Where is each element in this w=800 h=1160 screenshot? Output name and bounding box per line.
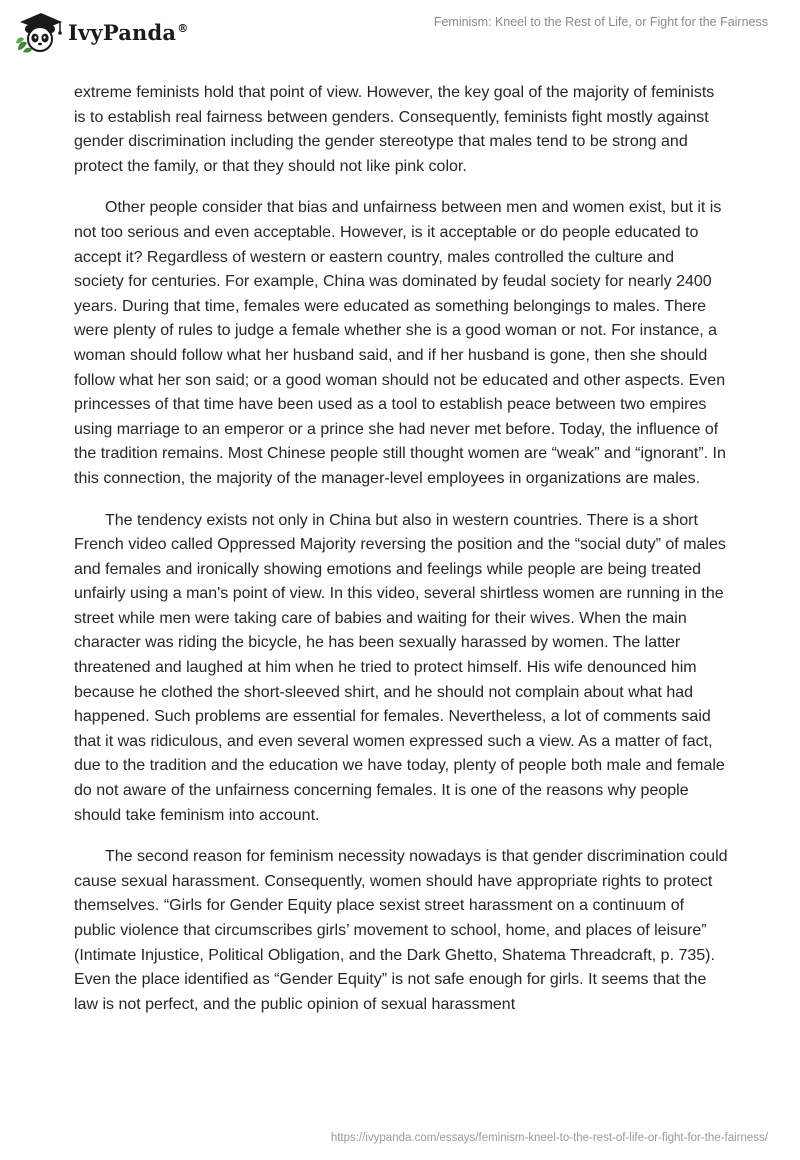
paragraph: The tendency exists not only in China but also in western countries. There is a short French video called Oppressed Majority reversing the position and the “social duty” of males and females and ironically showing emotions and feelings while people are being treated unfairly using a man's point of view. In this video, several shirtless women are running in the street while men were taking care of babies and waiting for their wives. When the main character was riding the bicycle, he has been sexually harassed by women. The latter threatened and laughed at him when he tried to protect himself. His wife denounced him because he clothed the short-sleeved shirt, and he should not complain about what had happened. Such problems are essential for females. Nevertheless, a lot of comments said that it was ridiculous, and even several women expressed such a view. As a matter of fact, due to the tradition and the education we have today, plenty of people both male and female do not aware of the unfairness concerning females. It is one of the reasons why people should take feminism into account. bbox=[74, 511, 726, 824]
panda-graduate-icon bbox=[14, 10, 64, 54]
paragraph: Other people consider that bias and unfairness between men and women exist, but it is not too serious and even acceptable. However, is it acceptable or do people educated to accept it? Regardless of western or eastern country, males controlled the culture and society for centuries. For example, China was dominated by feudal society for nearly 2400 years. During that time, females were educated as something belongings to males. There were plenty of rules to judge a female whether she is a good woman or not. For instance, a woman should follow what her husband said, and if her husband is gone, then she should follow what her son said; or a good woman should not be educated and other aspects. Even princesses of that time have been used as a tool to establish peace between two empires using marriage to an emperor or a prince she had never met before. Today, the influence of the tradition remains. Most Chinese people still thought women are “weak” and “ignorant”. In this connection, the majority of the manager-level employees in organizations are males. bbox=[74, 199, 726, 487]
source-url[interactable]: https://ivypanda.com/essays/feminism-kneel-to-the-rest-of-life-or-fight-for-the-fairness/ bbox=[330, 1132, 768, 1144]
page-header bbox=[0, 0, 800, 70]
logo-text: IvyPanda® bbox=[68, 19, 189, 45]
document-title: Feminism: Kneel to the Rest of Life, or Fight for the Fairness bbox=[433, 15, 768, 29]
ivypanda-logo[interactable] bbox=[14, 10, 188, 54]
paragraph: The second reason for feminism necessity nowadays is that gender discrimination could cause sexual harassment. Consequently, women should have appropriate rights to protect themselves. “Girls for Gender Equity place sexist street harassment on a continuum of public violence that circumscribes girls’ movement to school, home, and places of leisure” (Intimate Injustice, Political Obligation, and the Dark Ghetto, Shatema Threadcraft, p. 735). Even the place identified as “Gender Equity” is not safe enough for girls. It seems that the law is not perfect, and the public opinion of sexual harassment bbox=[74, 848, 728, 1013]
paragraph: extreme feminists hold that point of view. However, the key goal of the majority of feminists is to establish real fairness between genders. Consequently, feminists fight mostly against gender discrimination including the gender stereotype that males tend to be strong and protect the family, or that they should not like pink color. bbox=[74, 84, 715, 175]
essay-body bbox=[74, 81, 728, 1034]
